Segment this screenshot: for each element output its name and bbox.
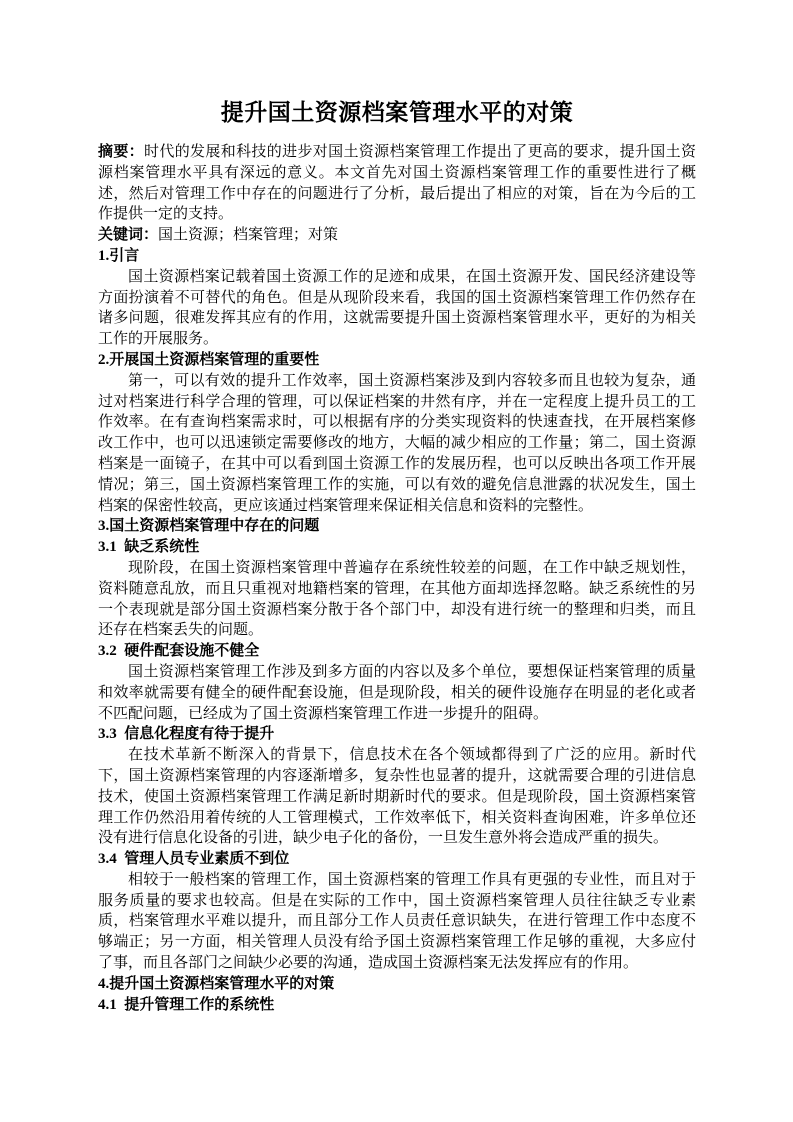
keywords-paragraph — [98, 225, 696, 246]
abstract-paragraph — [98, 142, 696, 225]
section-body-3-2: 国土资源档案管理工作涉及到多方面的内容以及多个单位，要想保证档案管理的质量和效率就需要有健全的硬件配套设施，但是现阶段，相关的硬件设施存在明显的老化或者不匹配问题，已经成为了国土资源档案管理工作进一步提升的阻碍。 — [98, 663, 696, 722]
section-heading-3-2-hardware: 3.2 硬件配套设施不健全 — [98, 643, 260, 660]
section-heading-2-importance: 2.开展国土资源档案管理的重要性 — [98, 351, 320, 368]
section-body-3-3: 在技术革新不断深入的背景下，信息技术在各个领域都得到了广泛的应用。新时代下，国土资源档案管理的内容逐渐增多，复杂性也显著的提升，这就需要合理的引进信息技术，使国土资源档案管理工作满足新时期新时代的要求。但是现阶段，国土资源档案管理工作仍然沿用着传统的人工管理模式，工作效率低下，相关资料查询困难，许多单位还没有进行信息化设备的引进，缺少电子化的备份，一旦发生意外将会造成严重的损失。 — [98, 747, 696, 847]
section-heading-3-4-personnel-quality: 3.4 管理人员专业素质不到位 — [98, 851, 290, 868]
section-heading-3-1-lack-of-system: 3.1 缺乏系统性 — [98, 539, 200, 556]
section-body-3-1: 现阶段，在国土资源档案管理中普遍存在系统性较差的问题，在工作中缺乏规划性，资料随意乱放，而且只重视对地籍档案的管理，在其他方面却选择忽略。缺乏系统性的另一个表现就是部分国土资源档案分散于各个部门中，却没有进行统一的整理和归类，而且还存在档案丢失的问题。 — [98, 559, 696, 639]
section-heading-4-1-improve-system: 4.1 提升管理工作的系统性 — [98, 996, 275, 1013]
keywords-label: 关键词： — [98, 227, 159, 244]
abstract-label: 摘要： — [98, 144, 145, 160]
section-heading-3-3-informatization: 3.3 信息化程度有待于提升 — [98, 726, 275, 743]
abstract-text: 时代的发展和科技的进步对国土资源档案管理工作提出了更高的要求，提升国土资源档案管理水平具有深远的意义。本文首先对国土资源档案管理工作的重要性进行了概述，然后对管理工作中存在的问题进行了分析，最后提出了相应的对策，旨在为今后的工作提供一定的支持。 — [98, 144, 696, 223]
section-body-2: 第一，可以有效的提升工作效率，国土资源档案涉及到内容较多而且也较为复杂，通过对档案进行科学合理的管理，可以保证档案的井然有序，并在一定程度上提升员工的工作效率。在有查询档案需求时，可以根据有序的分类实现资料的快速查找，在开展档案修改工作中，也可以迅速锁定需要修改的地方，大幅的减少相应的工作量；第二，国土资源档案是一面镜子，在其中可以看到国土资源工作的发展历程，也可以反映出各项工作开展情况；第三，国土资源档案管理工作的实施，可以有效的避免信息泄露的状况发生，国土档案的保密性较高，更应该通过档案管理来保证相关信息和资料的完整性。 — [98, 372, 696, 514]
page-title: 提升国土资源档案管理水平的对策 — [220, 100, 574, 125]
section-heading-3-problems: 3.国土资源档案管理中存在的问题 — [98, 518, 320, 535]
section-body-1: 国土资源档案记载着国土资源工作的足迹和成果，在国土资源开发、国民经济建设等方面扮演着不可替代的角色。但是从现阶段来看，我国的国土资源档案管理工作仍然存在诸多问题，很难发挥其应有的作用，这就需要提升国土资源档案管理水平，更好的为相关工作的开展服务。 — [98, 268, 696, 348]
section-heading-4-strategies: 4.提升国土资源档案管理水平的对策 — [98, 975, 335, 992]
section-heading-1-introduction: 1.引言 — [98, 247, 140, 264]
keywords-text: 国土资源；档案管理；对策 — [158, 227, 339, 244]
section-body-3-4: 相较于一般档案的管理工作，国土资源档案的管理工作具有更强的专业性，而且对于服务质量的要求也较高。但是在实际的工作中，国土资源档案管理人员往往缺乏专业素质，档案管理水平难以提升，而且部分工作人员责任意识缺失，在进行管理工作中态度不够端正；另一方面，相关管理人员没有给予国土资源档案管理工作足够的重视，大多应付了事，而且各部门之间缺少必要的沟通，造成国土资源档案无法发挥应有的作用。 — [98, 871, 696, 972]
